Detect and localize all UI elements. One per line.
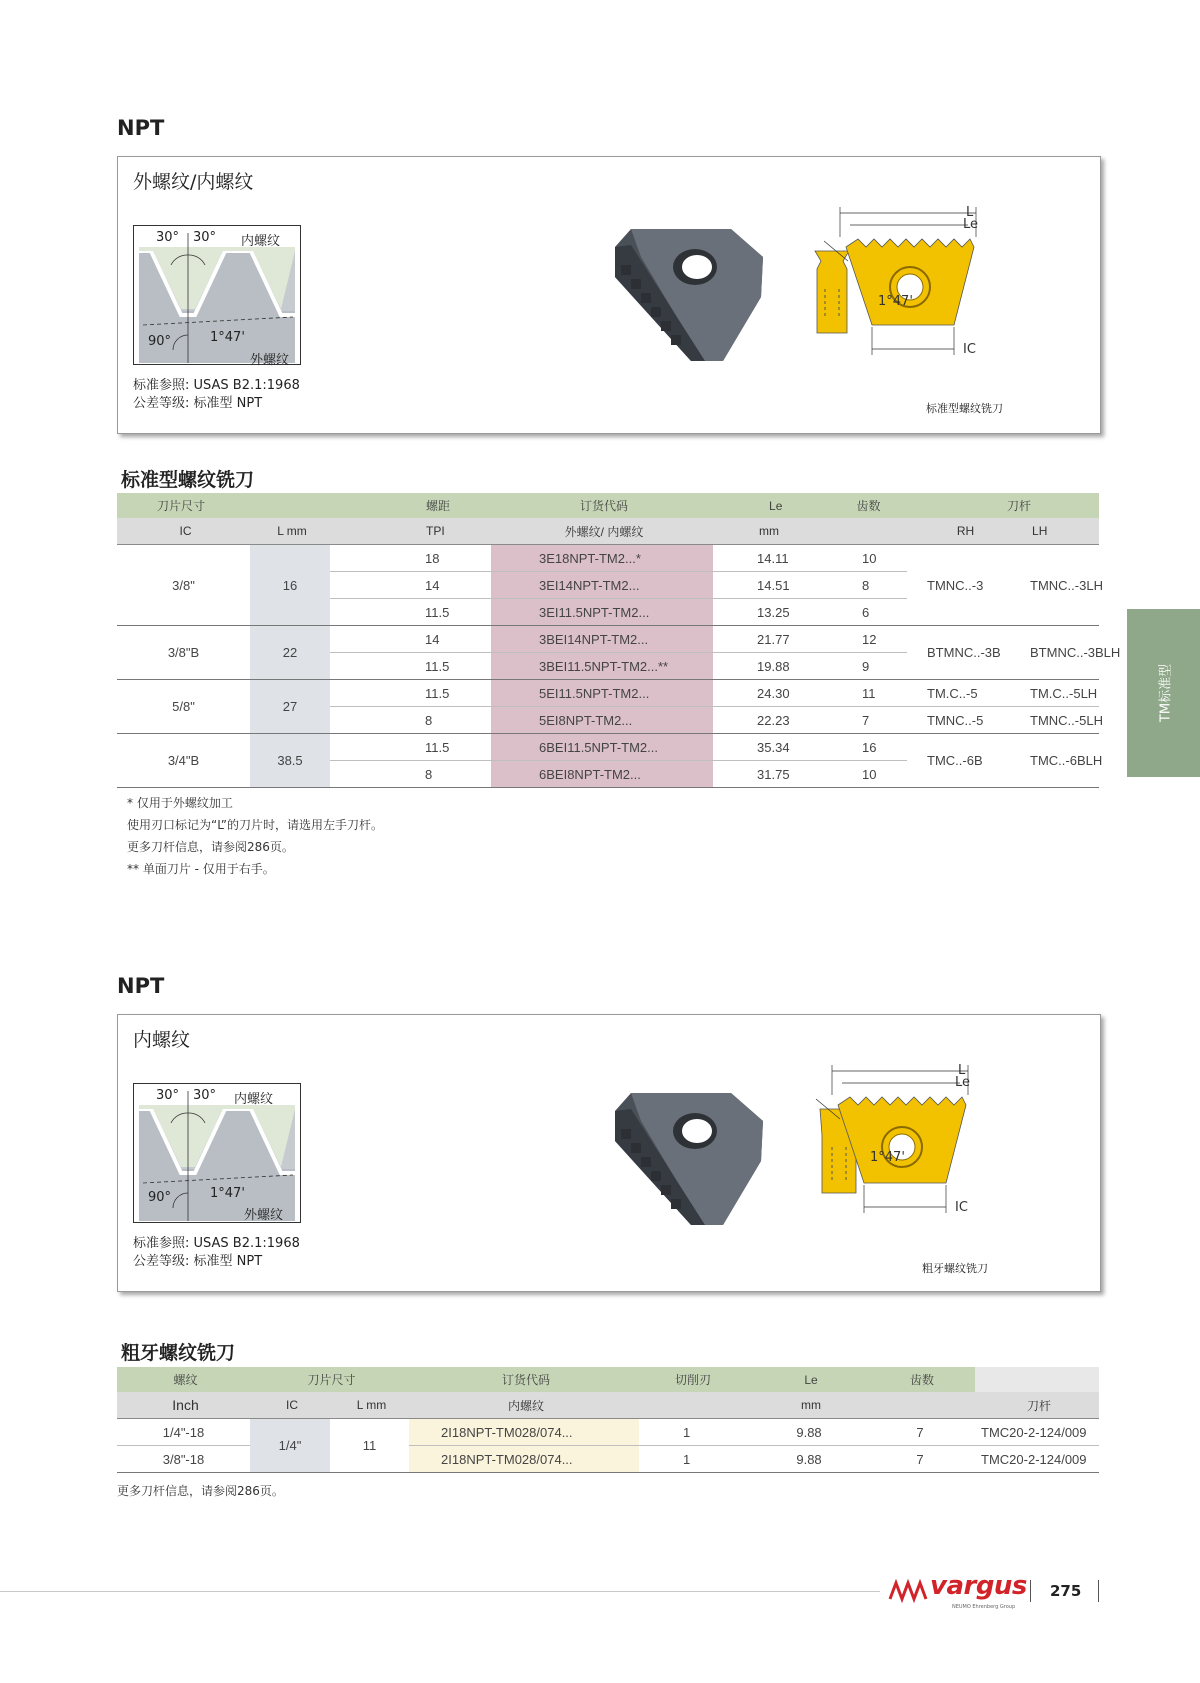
cell-code: 3BEI11.5NPT-TM2...** — [491, 653, 713, 680]
standard-reference: 标准参照: USAS B2.1:1968 — [133, 1236, 300, 1251]
cell-le: 31.75 — [713, 761, 826, 788]
logo-text: vargus — [930, 1571, 1027, 1601]
table-row — [117, 1419, 1099, 1446]
cell-code: 3EI14NPT-TM2... — [491, 572, 713, 599]
dim-IC: IC — [963, 342, 976, 357]
table-row — [117, 626, 1099, 653]
cell-teeth: 7 — [865, 1419, 975, 1446]
section1-notes — [127, 792, 383, 880]
profile-angle-right: 30° — [193, 230, 217, 245]
cell-teeth: 11 — [826, 680, 907, 707]
cell-tpi: 11.5 — [330, 734, 491, 761]
cell-le: 14.51 — [713, 572, 826, 599]
cell-code: 5EI11.5NPT-TM2... — [491, 680, 713, 707]
hdr-blank — [826, 518, 907, 545]
section2-table-title: 粗牙螺纹铣刀 — [121, 1342, 236, 1364]
cell-tpi: 11.5 — [330, 653, 491, 680]
section2-caption: 粗牙螺纹铣刀 — [922, 1262, 988, 1275]
dim-IC: IC — [955, 1200, 968, 1215]
footer-divider — [0, 1591, 880, 1592]
profile-external-label: 外螺纹 — [250, 353, 290, 368]
note-line: * 仅用于外螺纹加工 — [127, 796, 233, 810]
table-row — [117, 734, 1099, 761]
standard-reference: 标准参照: USAS B2.1:1968 — [133, 378, 300, 393]
cell-tpi: 11.5 — [330, 599, 491, 626]
cell-teeth: 8 — [826, 572, 907, 599]
section2-note: 更多刀杆信息，请参阅286页。 — [117, 1484, 284, 1498]
cell-ic: 5/8" — [117, 680, 250, 734]
cell-teeth: 6 — [826, 599, 907, 626]
cell-le: 21.77 — [713, 626, 826, 653]
hdr-inch: Inch — [117, 1392, 250, 1419]
hdr-blank — [975, 1367, 1099, 1392]
section1-diagram-box — [117, 156, 1101, 434]
cell-holder: TMC20-2-124/009 — [975, 1419, 1099, 1446]
hdr-rh: RH — [907, 518, 1020, 545]
dim-Le: Le — [963, 217, 979, 232]
table-row — [117, 680, 1099, 707]
cell-l: 16 — [250, 545, 330, 626]
cell-code: 3EI11.5NPT-TM2... — [491, 599, 713, 626]
hdr-le: Le — [713, 493, 826, 518]
section2-diagram-box — [117, 1014, 1101, 1292]
dim-taper: 1°47' — [878, 294, 913, 309]
section2-box-title: 内螺纹 — [133, 1029, 191, 1051]
cell-tpi: 14 — [330, 626, 491, 653]
cell-rh: TMNC..-3 — [907, 545, 1020, 626]
cell-code: 2I18NPT-TM028/074... — [409, 1446, 639, 1473]
cell-code: 5EI8NPT-TM2... — [491, 707, 713, 734]
cell-code: 6BEI8NPT-TM2... — [491, 761, 713, 788]
hdr-internal: 内螺纹 — [409, 1392, 639, 1419]
hdr-holder: 刀杆 — [907, 493, 1099, 518]
cell-code: 2I18NPT-TM028/074... — [409, 1419, 639, 1446]
cell-teeth: 10 — [826, 545, 907, 572]
hdr-lmm: L mm — [330, 1392, 409, 1419]
section2-heading: NPT — [117, 974, 165, 998]
profile-right-angle: 90° — [148, 334, 172, 349]
cell-teeth: 7 — [826, 707, 907, 734]
hdr-pitch: 螺距 — [330, 493, 491, 518]
hdr-mm: mm — [753, 1392, 865, 1419]
cell-l: 11 — [330, 1419, 409, 1473]
cell-rh: TM.C..-5 — [907, 680, 1020, 707]
cell-le: 9.88 — [753, 1446, 865, 1473]
cell-le: 14.11 — [713, 545, 826, 572]
hdr-edges: 切削刃 — [639, 1367, 753, 1392]
profile-internal-label: 内螺纹 — [241, 234, 281, 249]
cell-teeth: 16 — [826, 734, 907, 761]
cell-holder: TMC20-2-124/009 — [975, 1446, 1099, 1473]
profile-taper: 1°47' — [210, 1186, 245, 1201]
insert-image — [613, 1091, 773, 1229]
standard-cutter-table — [117, 493, 1121, 788]
profile-external-label: 外螺纹 — [244, 1208, 284, 1223]
cell-edges: 1 — [639, 1419, 753, 1446]
cell-code: 6BEI11.5NPT-TM2... — [491, 734, 713, 761]
page-number: 275 — [1050, 1582, 1082, 1600]
cell-tpi: 18 — [330, 545, 491, 572]
cell-le: 35.34 — [713, 734, 826, 761]
cell-le: 24.30 — [713, 680, 826, 707]
hdr-mm: mm — [713, 518, 826, 545]
cell-lh: BTMNC..-3BLH — [1020, 626, 1099, 680]
hdr-lmm: L mm — [250, 518, 330, 545]
tolerance-class: 公差等级: 标准型 NPT — [133, 396, 263, 411]
logo-subtitle: NEUMO Ehrenberg Group — [952, 1604, 1016, 1610]
cell-le: 19.88 — [713, 653, 826, 680]
hdr-teeth: 齿数 — [865, 1367, 975, 1392]
footer-separator — [1098, 1580, 1099, 1602]
hdr-teeth: 齿数 — [826, 493, 907, 518]
section1-heading: NPT — [117, 116, 165, 140]
side-tab — [1127, 609, 1200, 777]
hdr-ext-int: 外螺纹/ 内螺纹 — [491, 518, 713, 545]
cell-inch: 3/8"-18 — [117, 1446, 250, 1473]
section1-caption: 标准型螺纹铣刀 — [926, 402, 1003, 415]
logo-mark-icon — [890, 1581, 930, 1601]
profile-right-angle: 90° — [148, 1190, 172, 1205]
dim-taper: 1°47' — [870, 1150, 905, 1165]
cell-ic: 3/8" — [117, 545, 250, 626]
cell-le: 13.25 — [713, 599, 826, 626]
hdr-lh: LH — [1020, 518, 1099, 545]
profile-angle-left: 30° — [156, 1088, 180, 1103]
cell-lh: TMC..-6BLH — [1020, 734, 1099, 788]
profile-angle-right: 30° — [193, 1088, 217, 1103]
insert-image — [613, 227, 773, 365]
hdr-le: Le — [753, 1367, 865, 1392]
hdr-ic: IC — [117, 518, 250, 545]
cell-ic: 1/4" — [250, 1419, 330, 1473]
cell-tpi: 11.5 — [330, 680, 491, 707]
cell-rh: BTMNC..-3B — [907, 626, 1020, 680]
cell-tpi: 8 — [330, 707, 491, 734]
dim-L: L — [958, 1063, 966, 1078]
hdr-tpi: TPI — [330, 518, 491, 545]
cell-rh: TMNC..-5 — [907, 707, 1020, 734]
tolerance-class: 公差等级: 标准型 NPT — [133, 1254, 263, 1269]
hdr-blank — [639, 1392, 753, 1419]
hdr-holder: 刀杆 — [975, 1392, 1099, 1419]
cell-l: 38.5 — [250, 734, 330, 788]
hdr-order-code: 订货代码 — [491, 493, 713, 518]
cell-le: 9.88 — [753, 1419, 865, 1446]
footer-separator — [1030, 1580, 1031, 1602]
cell-l: 22 — [250, 626, 330, 680]
cell-teeth: 10 — [826, 761, 907, 788]
side-tab-label: TM标准型 — [1158, 663, 1173, 723]
hdr-blank — [865, 1392, 975, 1419]
table-row — [117, 545, 1099, 572]
cell-teeth: 12 — [826, 626, 907, 653]
cell-teeth: 9 — [826, 653, 907, 680]
cell-teeth: 7 — [865, 1446, 975, 1473]
dim-Le: Le — [955, 1075, 971, 1090]
profile-taper: 1°47' — [210, 330, 245, 345]
cell-lh: TMNC..-3LH — [1020, 545, 1099, 626]
section1-table-title: 标准型螺纹铣刀 — [121, 469, 255, 491]
dim-L: L — [966, 205, 974, 220]
hdr-thread: 螺纹 — [117, 1367, 250, 1392]
cell-tpi: 8 — [330, 761, 491, 788]
cell-edges: 1 — [639, 1446, 753, 1473]
cell-code: 3BEI14NPT-TM2... — [491, 626, 713, 653]
coarse-cutter-table — [117, 1367, 1099, 1473]
cell-lh: TM.C..-5LH — [1020, 680, 1099, 707]
cell-tpi: 14 — [330, 572, 491, 599]
profile-angle-left: 30° — [156, 230, 180, 245]
cell-lh: TMNC..-5LH — [1020, 707, 1099, 734]
cell-rh: TMC..-6B — [907, 734, 1020, 788]
hdr-ic: IC — [250, 1392, 330, 1419]
note-line: 使用刃口标记为“L”的刀片时，请选用左手刀杆。 — [127, 818, 383, 832]
hdr-insert-size: 刀片尺寸 — [117, 493, 330, 518]
cell-l: 27 — [250, 680, 330, 734]
cell-code: 3E18NPT-TM2...* — [491, 545, 713, 572]
hdr-order-code: 订货代码 — [409, 1367, 639, 1392]
cell-ic: 3/8"B — [117, 626, 250, 680]
section1-box-title: 外螺纹/内螺纹 — [133, 171, 254, 193]
note-line: ** 单面刀片 - 仅用于右手。 — [127, 862, 275, 876]
note-line: 更多刀杆信息，请参阅286页。 — [127, 840, 294, 854]
cell-ic: 3/4"B — [117, 734, 250, 788]
cell-inch: 1/4"-18 — [117, 1419, 250, 1446]
profile-internal-label: 内螺纹 — [234, 1092, 274, 1107]
hdr-insert-size: 刀片尺寸 — [250, 1367, 409, 1392]
cell-le: 22.23 — [713, 707, 826, 734]
